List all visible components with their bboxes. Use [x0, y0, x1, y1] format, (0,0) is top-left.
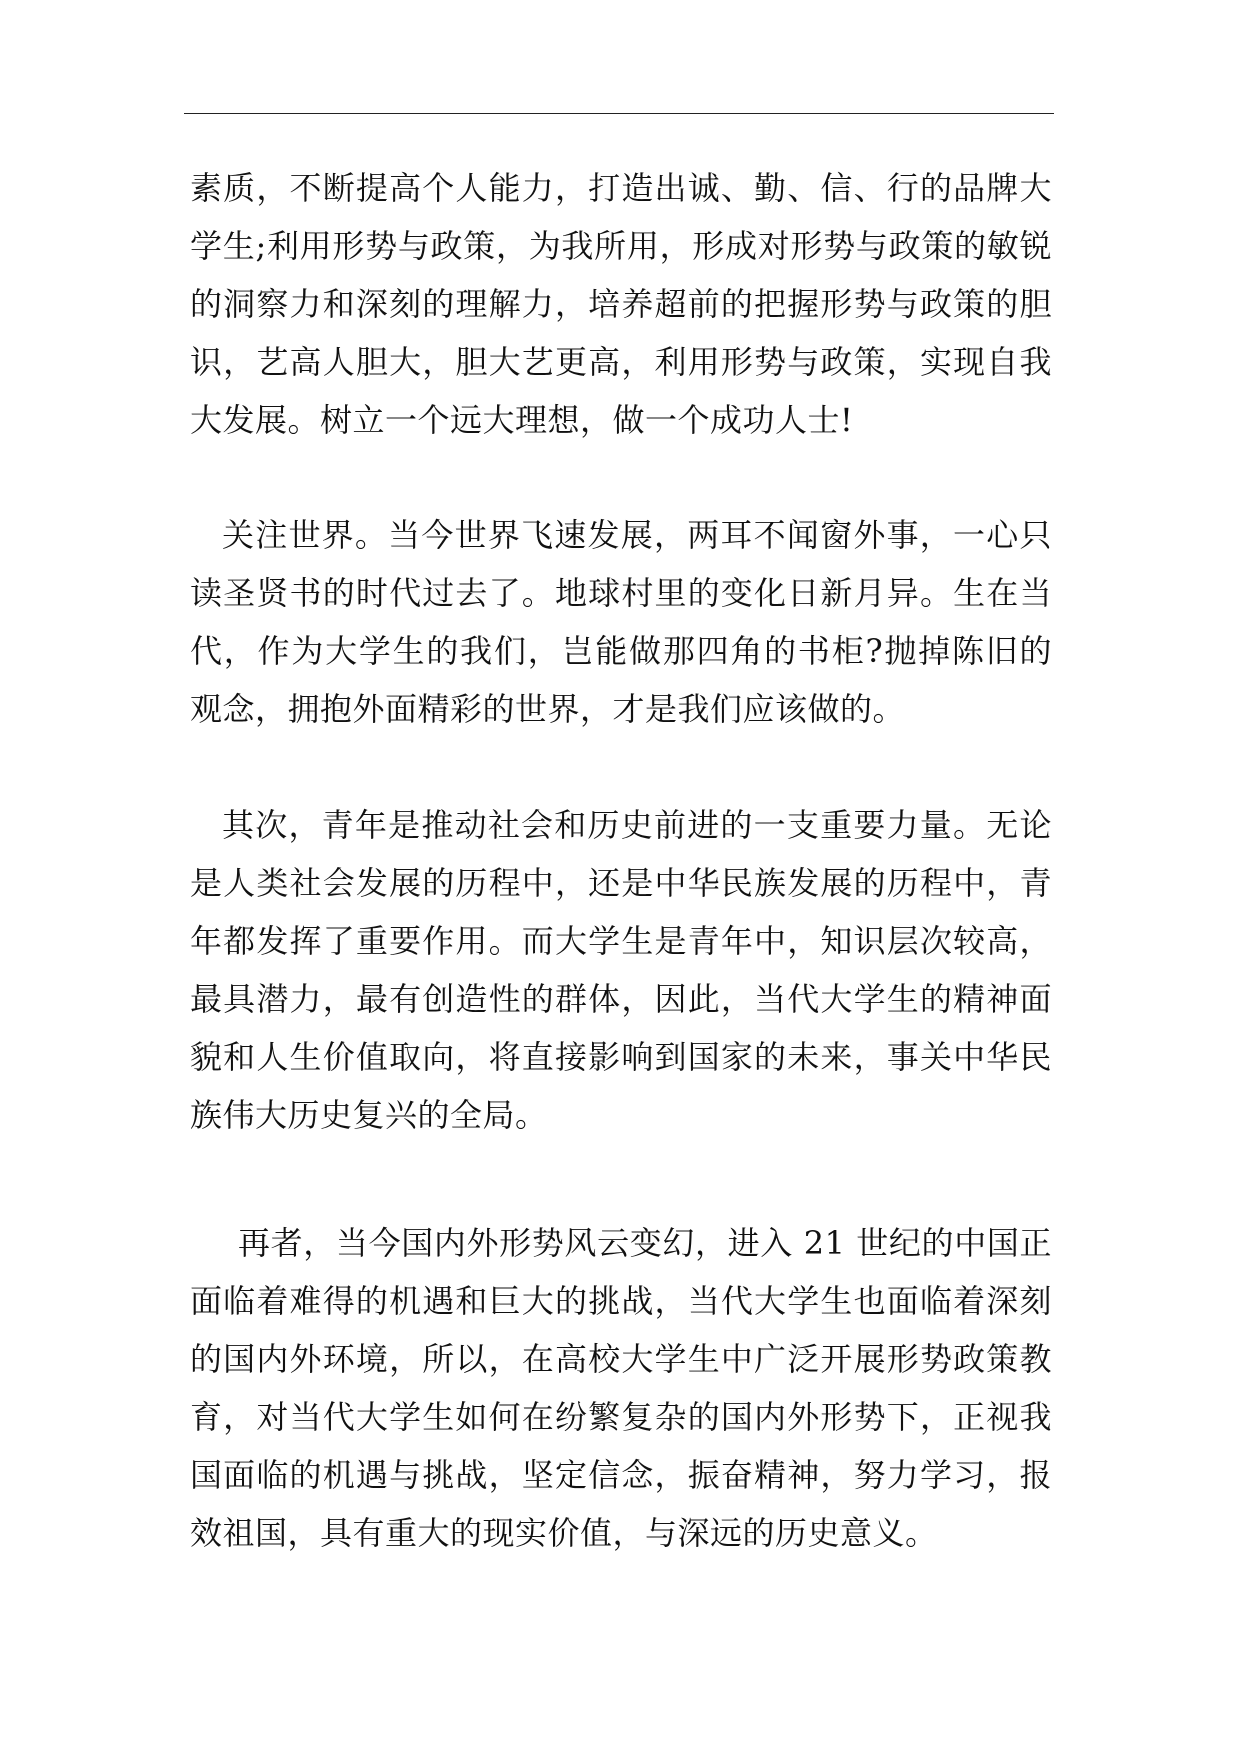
paragraph-3: 其次，青年是推动社会和历史前进的一支重要力量。无论是人类社会发展的历程中，还是中华民族发展的历程中，青年都发挥了重要作用。而大学生是青年中，知识层次较高，最具潜力，最有创造性的群体，因此，当代大学生的精神面貌和人生价值取向，将直接影响到国家的未来，事关中华民族伟大历史复兴的全局。: [190, 806, 1052, 1134]
paragraph-1: 素质，不断提高个人能力，打造出诚、勤、信、行的品牌大学生;利用形势与政策，为我所用，形成对形势与政策的敏锐的洞察力和深刻的理解力，培养超前的把握形势与政策的胆识，艺高人胆大，胆大艺更高，利用形势与政策，实现自我大发展。树立一个远大理想，做一个成功人士!: [190, 169, 1052, 439]
paragraph-4: 再者，当今国内外形势风云变幻，进入 21 世纪的中国正面临着难得的机遇和巨大的挑战，当代大学生也面临着深刻的国内外环境，所以，在高校大学生中广泛开展形势政策教育，对当代大学生如何在纷繁复杂的国内外形势下，正视我国面临的机遇与挑战，坚定信念，振奋精神，努力学习，报效祖国，具有重大的现实价值，与深远的历史意义。: [190, 1224, 1052, 1552]
paragraph-2: 关注世界。当今世界飞速发展，两耳不闻窗外事，一心只读圣贤书的时代过去了。地球村里的变化日新月异。生在当代，作为大学生的我们，岂能做那四角的书柜?抛掉陈旧的观念，拥抱外面精彩的世界，才是我们应该做的。: [190, 516, 1052, 728]
header-rule: [184, 113, 1054, 114]
